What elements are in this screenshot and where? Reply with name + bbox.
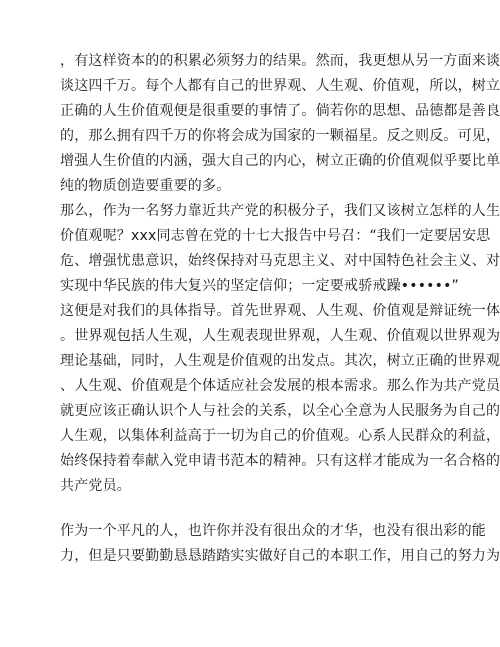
text-line: 。世界观包括人生观，人生观表现世界观，人生观、价值观以世界观为 [60, 328, 500, 344]
text-line: 人生观，以集体利益高于一切为自己的价值观。心系人民群众的利益， [60, 428, 500, 444]
text-line: 作为一个平凡的人，也许你并没有很出众的才华，也没有很出彩的能 [60, 523, 486, 539]
text-line: 始终保持着奉献入党申请书范本的精神。只有这样才能成为一名合格的 [60, 453, 500, 469]
text-line: 价值观呢？xxx同志曾在党的十七大报告中号召：“我们一定要居安思 [60, 228, 491, 244]
text-line: 理论基础，同时，人生观是价值观的出发点。其次，树立正确的世界观 [60, 353, 500, 369]
text-line: 那么，作为一名努力靠近共产党的积极分子，我们又该树立怎样的人生 [60, 203, 500, 219]
text-line: 谈这四千万。每个人都有自己的世界观、人生观、价值观，所以，树立 [60, 78, 500, 94]
text-line: 、人生观、价值观是个体适应社会发展的根本需求。那么作为共产党员 [60, 378, 500, 394]
text-line: 就更应该正确认识个人与社会的关系，以全心全意为人民服务为自己的 [60, 403, 500, 419]
text-line: 正确的人生价值观便是很重要的事情了。倘若你的思想、品德都是善良 [60, 103, 500, 119]
text-line: 的，那么拥有四千万的你将会成为国家的一颗福星。反之则反。可见， [60, 128, 500, 144]
text-line: 实现中华民族的伟大复兴的坚定信仰；一定要戒骄戒躁••••••” [60, 278, 459, 294]
text-line: 这便是对我们的具体指导。首先世界观、人生观、价值观是辩证统一体 [60, 303, 500, 319]
text-line: 共产党员。 [60, 478, 131, 494]
text-line: ，有这样资本的的积累必须努力的结果。然而，我更想从另一方面来谈 [60, 53, 500, 69]
text-line: 纯的物质创造要重要的多。 [60, 178, 231, 194]
text-line: 力，但是只要勤勤恳恳踏踏实实做好自己的本职工作，用自己的努力为 [60, 548, 500, 564]
text-line: 增强人生价值的内涵，强大自己的内心，树立正确的价值观似乎要比单 [60, 153, 500, 169]
text-line: 危、增强忧患意识，始终保持对马克思主义、对中国特色社会主义、对 [60, 253, 500, 269]
